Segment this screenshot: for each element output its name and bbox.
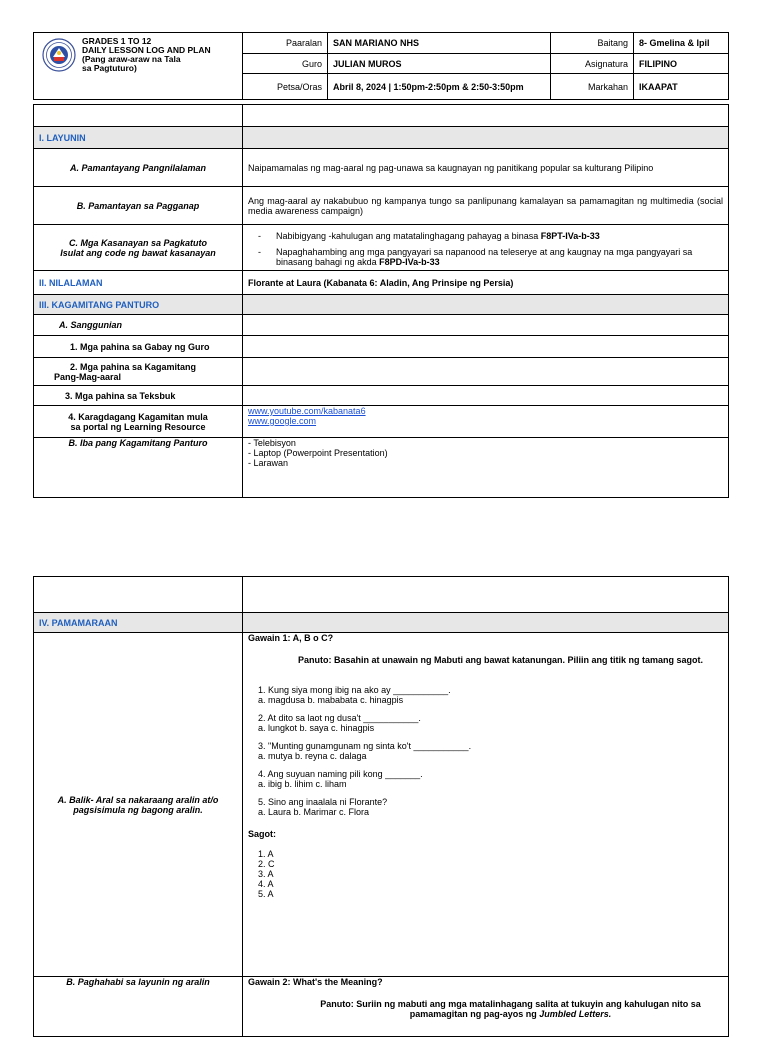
kasanayan-value: - Nabibigyang -kahulugan ang matatalinghagang pahayag a binasa F8PT-IVa-b-33 - Napaghahambing ang mga pangyayari sa napanood na teleserye at ang kaugnay na mga pangyayari sa binasang bahagi ng akda F8PD-IVa-b-33 [243,225,729,271]
baitang-value: 8- Gmelina & Ipil [634,33,729,54]
blank-cell [243,105,729,127]
gabay-label: 1. Mga pahina sa Gabay ng Guro [34,336,243,358]
gawain1-panuto: Panuto: Basahin at unawain ng Mabuti ang bawat katanungan. Piliin ang titik ng tamang sagot. [298,655,704,665]
kagamitang-label: 2. Mga pahina sa Kagamitang Pang-Mag-aaral [34,358,243,386]
header-table [33,32,729,100]
blank-cell [243,315,729,336]
procedure-table [33,576,729,1037]
blank-cell [243,386,729,406]
blank-cell [243,358,729,386]
blank-cell [243,336,729,358]
pamamaraan-heading: IV. PAMAMARAAN [34,613,243,633]
gawain2-title: Gawain 2: What's the Meaning? [248,977,383,987]
answer-list: 1. A 2. C 3. A 4. A 5. A [258,849,275,899]
paghahabi-label: B. Paghahabi sa layunin ng aralin [34,977,243,1037]
deped-seal-icon [42,38,76,72]
gawain2-panuto: Panuto: Suriin ng mabuti ang mga matalinhagang salita at tukuyin ang kahulugan nito sa pamamagitan ng pag-ayos ng Jumbled Letters. [320,999,701,1019]
kagamitan-heading: III. KAGAMITANG PANTURO [34,295,243,315]
blank-cell [243,577,729,613]
sagot-label: Sagot: [248,829,276,839]
nilalaman-value: Florante at Laura (Kabanata 6: Aladin, Ang Prinsipe ng Persia) [243,271,729,295]
gawain1-cell [243,633,729,977]
iba-label: B. Iba pang Kagamitang Panturo [34,438,243,498]
guro-value: JULIAN MUROS [328,54,551,74]
header-logo-cell [34,33,243,100]
gawain2-cell [243,977,729,1037]
pangnilalaman-label: A. Pamantayang Pangnilalaman [34,149,243,187]
layunin-heading: I. LAYUNIN [34,127,243,149]
petsa-label: Petsa/Oras [243,74,328,100]
blank-cell [243,613,729,633]
paaralan-label: Paaralan [243,33,328,54]
google-link[interactable]: www.google.com [248,416,317,426]
asignatura-label: Asignatura [551,54,634,74]
kasanayan-label: C. Mga Kasanayan sa Pagkatuto Isulat ang code ng bawat kasanayan [34,225,243,271]
petsa-value: Abril 8, 2024 | 1:50pm-2:50pm & 2:50-3:50pm [328,74,551,100]
gawain1-title: Gawain 1: A, B o C? [248,633,334,643]
links-cell [243,406,729,438]
markahan-label: Markahan [551,74,634,100]
guro-label: Guro [243,54,328,74]
youtube-link[interactable]: www.youtube.com/kabanata6 [248,406,366,416]
karagdagang-label: 4. Karagdagang Kagamitan mula sa portal ng Learning Resource [34,406,243,438]
blank-cell [243,127,729,149]
header-title: GRADES 1 TO 12 DAILY LESSON LOG AND PLAN (Pang araw-araw na Tala sa Pagtuturo) [82,36,211,73]
asignatura-value: FILIPINO [634,54,729,74]
blank-cell [243,295,729,315]
question-list: 1. Kung siya mong ibig na ako ay ___________. a. magdusa b. mababata c. hinagpis 2. At dito sa laot ng dusa't ___________. a. lungkot b. saya c. hinagpis 3. "Munting gunamgunam ng sinta ko't ___________. a. mutya b. reyna c. dalaga 4. Ang suyuan naming pili kong _______. a. ibig b. lihim c. liham 5. Sino ang inaalala ni Florante? a. Laura b. Marimar c. Flora [258,685,472,817]
teksbuk-label: 3. Mga pahina sa Teksbuk [34,386,243,406]
blank-cell [34,577,243,613]
pangnilalaman-value: Naipamamalas ng mag-aaral ng pag-unawa sa kaugnayan ng panitikang popular sa kulturang Pilipino [243,149,729,187]
markahan-value: IKAAPAT [634,74,729,100]
baitang-label: Baitang [551,33,634,54]
pagganap-value: Ang mag-aaral ay nakabubuo ng kampanya tungo sa panlipunang kamalayan sa pamamagitan ng multimedia (social media awareness campaign) [243,187,729,225]
nilalaman-heading: II. NILALAMAN [34,271,243,295]
sanggunian-label: A. Sanggunian [34,315,243,336]
blank-cell [34,105,243,127]
balik-aral-label: A. Balik- Aral sa nakaraang aralin at/o pagsisimula ng bagong aralin. [34,633,243,977]
pagganap-label: B. Pamantayan sa Pagganap [34,187,243,225]
objectives-table [33,104,729,498]
paaralan-value: SAN MARIANO NHS [328,33,551,54]
iba-value: - Telebisyon - Laptop (Powerpoint Presentation) - Larawan [243,438,729,498]
